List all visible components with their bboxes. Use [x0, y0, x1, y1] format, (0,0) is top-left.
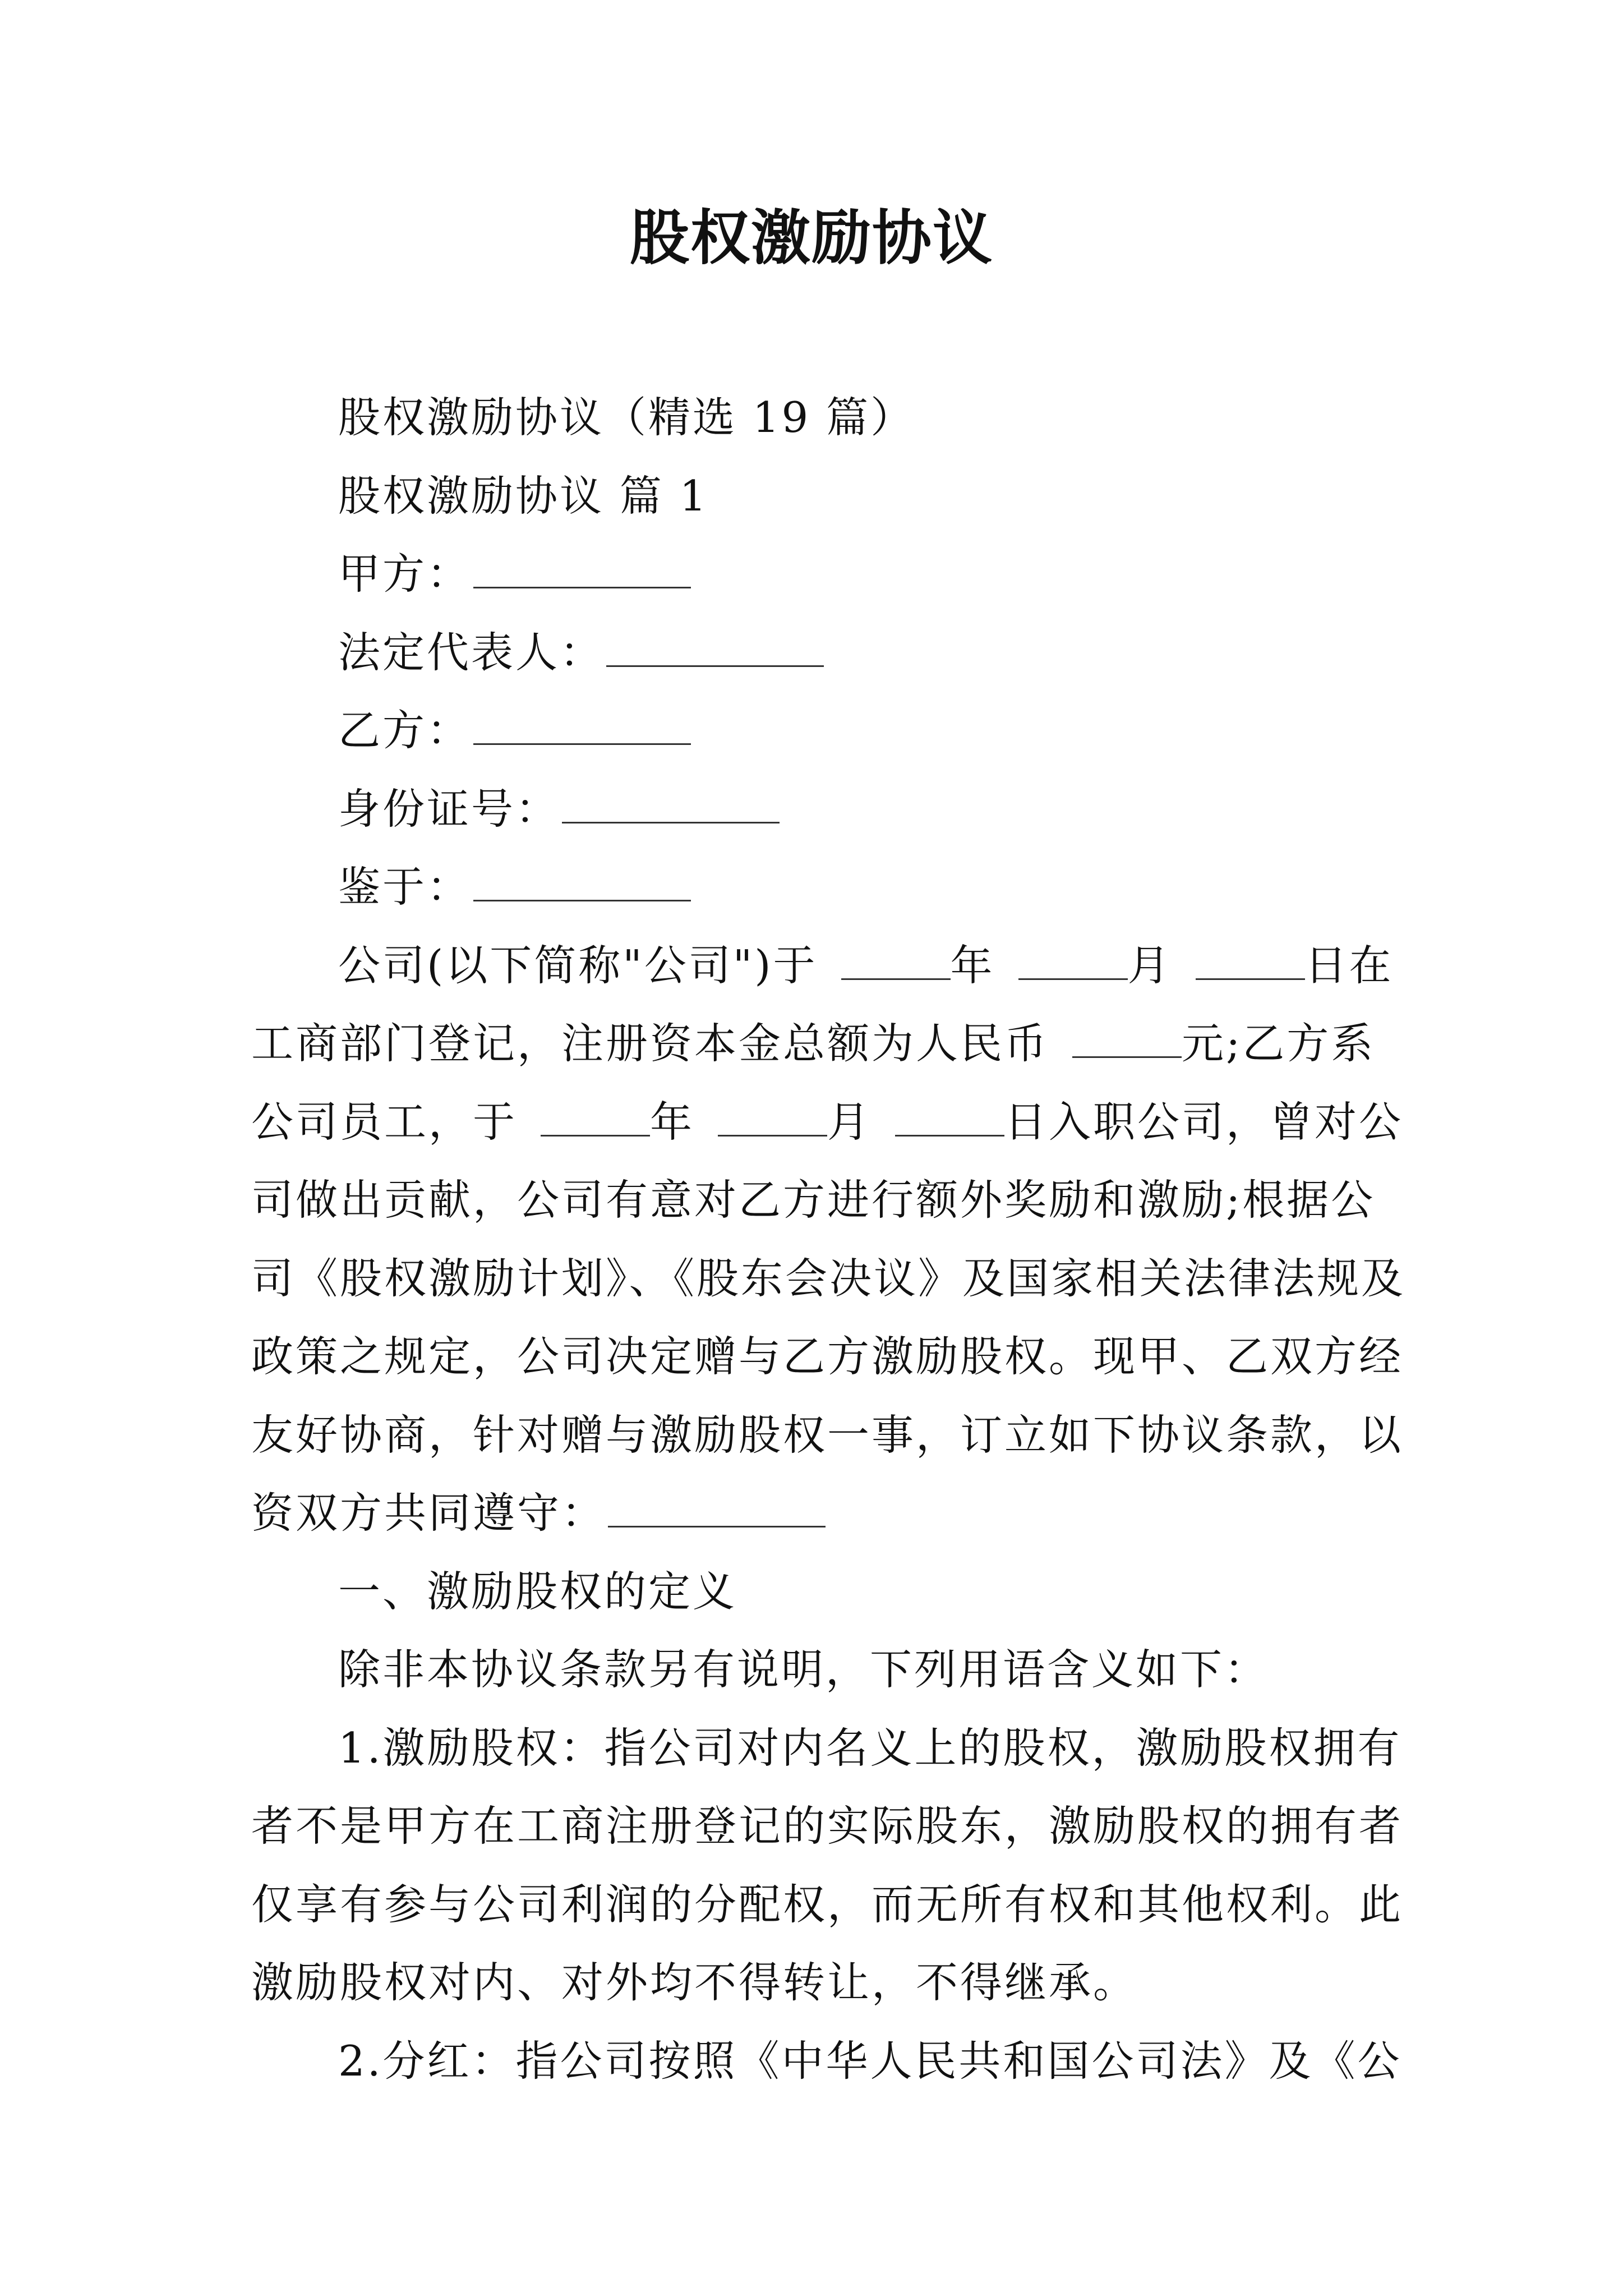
- preamble-line-2: [251, 1005, 1378, 1083]
- article-1-item-1-line-3: 仅享有参与公司利润的分配权，而无所有权和其他权利。此: [251, 1879, 1404, 1929]
- article-1-item-2-line-1: 2.分红：指公司按照《中华人民共和国公司法》及《公: [338, 2036, 1402, 2086]
- preamble-line-8: [251, 1474, 1378, 1553]
- article-1-intro: 除非本协议条款另有说明，下列用语含义如下：: [338, 1645, 1269, 1694]
- hire-day-blank: [895, 1096, 1004, 1137]
- preamble-text: 工商部门登记，注册资本金总额为人民币: [251, 1019, 1049, 1068]
- legal-rep-blank: [606, 626, 824, 667]
- document-body: [251, 379, 1406, 2100]
- party-b-line: [251, 692, 1378, 770]
- id-number-line: [251, 770, 1378, 849]
- preamble-end-blank: [608, 1487, 826, 1527]
- capital-amount-blank: [1072, 1017, 1182, 1058]
- party-b-blank: [473, 704, 691, 745]
- subtitle: 股权激励协议（精选 19 篇）: [338, 393, 915, 442]
- document-title: 股权激励协议: [630, 204, 993, 273]
- registration-day-blank: [1196, 939, 1305, 980]
- preamble-text: 日在: [1304, 940, 1394, 990]
- preamble-line-6: 政策之规定，公司决定赠与乙方激励股权。现甲、乙双方经: [251, 1332, 1404, 1381]
- party-a-label: 甲方：: [338, 549, 472, 599]
- whereas-line: [251, 848, 1378, 927]
- preamble-line-4: 司做出贡献，公司有意对乙方进行额外奖励和激励;根据公: [251, 1175, 1376, 1225]
- id-number-label: 身份证号：: [338, 784, 560, 834]
- preamble-text: 元;乙方系: [1182, 1019, 1376, 1068]
- whereas-label: 鉴于：: [338, 862, 472, 912]
- whereas-blank: [473, 861, 691, 901]
- preamble-line-3: [251, 1083, 1404, 1162]
- registration-year-blank: [841, 939, 951, 980]
- section-heading: 股权激励协议 篇 1: [338, 471, 709, 521]
- article-1-item-1-line-2: 者不是甲方在工商注册登记的实际股东，激励股权的拥有者: [251, 1801, 1404, 1851]
- preamble-text: 月: [827, 1097, 872, 1147]
- article-1-item-1-line-1: 1.激励股权：指公司对内名义上的股权，激励股权拥有: [338, 1723, 1402, 1773]
- article-1-item-1-line-4: 激励股权对内、对外均不得转让，不得继承。: [251, 1958, 1138, 2007]
- hire-year-blank: [541, 1096, 650, 1137]
- party-a-line: [251, 535, 1378, 614]
- preamble-line-7: 友好协商，针对赠与激励股权一事，订立如下协议条款，以: [251, 1410, 1404, 1460]
- article-1-heading: 一、激励股权的定义: [338, 1566, 737, 1616]
- party-a-blank: [473, 547, 691, 588]
- preamble-text: 年: [950, 940, 995, 990]
- legal-rep-label: 法定代表人：: [338, 627, 605, 677]
- hire-month-blank: [718, 1096, 827, 1137]
- preamble-text: 年: [650, 1097, 695, 1147]
- preamble-text: 日入职公司，曾对公: [1004, 1097, 1404, 1147]
- preamble-text: 公司员工，于: [251, 1097, 518, 1147]
- preamble-text: 月: [1127, 940, 1172, 990]
- preamble-text: 公司(以下简称"公司")于: [338, 940, 818, 990]
- preamble-line-5: 司《股权激励计划》、《股东会决议》及国家相关法律法规及: [251, 1253, 1406, 1303]
- preamble-line-1: [251, 927, 1394, 1005]
- id-number-blank: [562, 783, 780, 823]
- legal-rep-line: [251, 614, 1378, 692]
- registration-month-blank: [1018, 939, 1128, 980]
- party-b-label: 乙方：: [338, 706, 472, 755]
- preamble-text: 资双方共同遵守：: [251, 1488, 606, 1538]
